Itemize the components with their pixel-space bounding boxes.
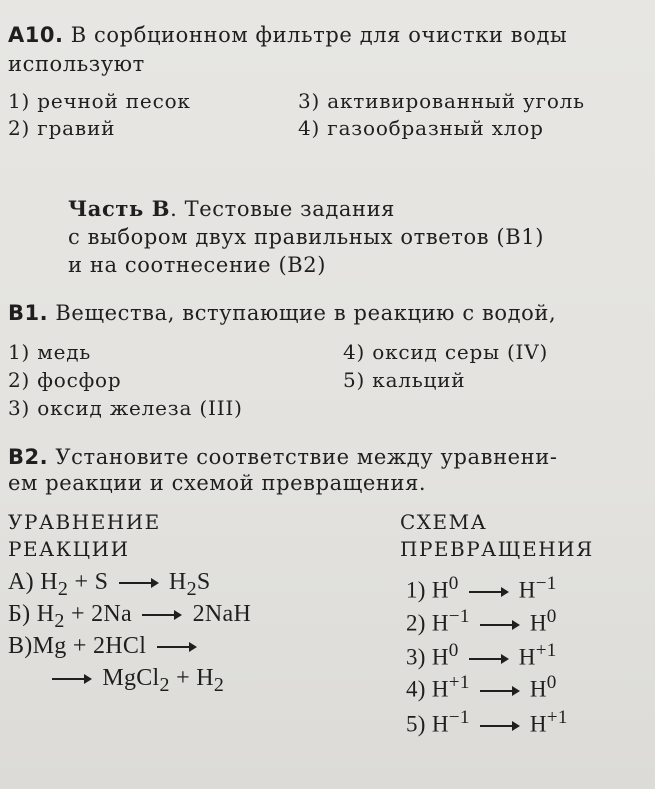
right-column-header-2: ПРЕВРАЩЕНИЯ [400, 537, 594, 561]
arrow-icon [469, 654, 509, 664]
part-b-title-rest: . Тестовые задания [170, 197, 396, 221]
equation-label: А) [8, 569, 34, 595]
scheme-2: 2) $H^{-1}$ $H^0$ [406, 606, 557, 636]
a10-option-3: 3) активированный уголь [298, 89, 585, 113]
b1-option-2: 2) фосфор [8, 368, 122, 392]
question-number: В1. [8, 301, 49, 325]
arrow-icon [480, 686, 520, 696]
a10-option-2: 2) гравий [8, 116, 116, 140]
right-column-header-1: СХЕМА [400, 510, 488, 534]
b1-option-5: 5) кальций [343, 368, 466, 392]
left-column-header-1: УРАВНЕНИЕ [8, 510, 161, 534]
a10-option-4: 4) газообразный хлор [298, 116, 544, 140]
part-b-line-2: с выбором двух правильных ответов (В1) [68, 225, 545, 249]
arrow-icon [52, 674, 92, 684]
equation-a: А) $H_2 + S$ $H_2S$ [8, 569, 211, 600]
question-number: В2. [8, 445, 49, 469]
question-number: A10. [8, 23, 64, 47]
part-b-heading [68, 195, 395, 223]
part-b-line-3: и на соотнесение (В2) [68, 253, 327, 277]
equation-label: Б) [8, 601, 31, 627]
question-a10 [8, 22, 567, 49]
scheme-4: 4) $H^{+1}$ $H^0$ [406, 672, 557, 702]
question-text: Установите соответствие между уравнени- [55, 445, 558, 469]
arrow-icon [142, 610, 182, 620]
arrow-icon [157, 642, 197, 652]
scheme-1: 1) $H^0$ $H^{-1}$ [406, 573, 557, 603]
part-b-title: Часть В [68, 196, 171, 221]
arrow-icon [480, 721, 520, 731]
question-b2 [8, 444, 558, 471]
b1-option-4: 4) оксид серы (IV) [343, 340, 549, 364]
b1-option-1: 1) медь [8, 340, 92, 364]
equation-c: В)Mg + 2HCl [8, 631, 201, 661]
question-text-cont: ем реакции и схемой превращения. [8, 471, 427, 495]
arrow-icon [119, 578, 159, 588]
b1-option-3: 3) оксид железа (III) [8, 396, 243, 420]
scheme-3: 3) $H^0$ $H^{+1}$ [406, 640, 557, 670]
arrow-icon [469, 587, 509, 597]
question-text: Вещества, вступающие в реакцию с водой, [55, 301, 557, 325]
equation-label: В) [8, 633, 33, 659]
question-text-cont: используют [8, 52, 145, 76]
question-b1 [8, 300, 556, 327]
scheme-5: 5) $H^{-1}$ $H^{+1}$ [406, 707, 568, 737]
equation-b: Б) $H_2 + 2Na$ 2NaH [8, 601, 252, 632]
a10-option-1: 1) речной песок [8, 89, 191, 113]
arrow-icon [480, 620, 520, 630]
question-text: В сорбционном фильтре для очистки воды [70, 23, 568, 47]
left-column-header-2: РЕАКЦИИ [8, 537, 130, 561]
equation-c-cont: MgCl$_2$ + $H_2$ [48, 663, 224, 700]
